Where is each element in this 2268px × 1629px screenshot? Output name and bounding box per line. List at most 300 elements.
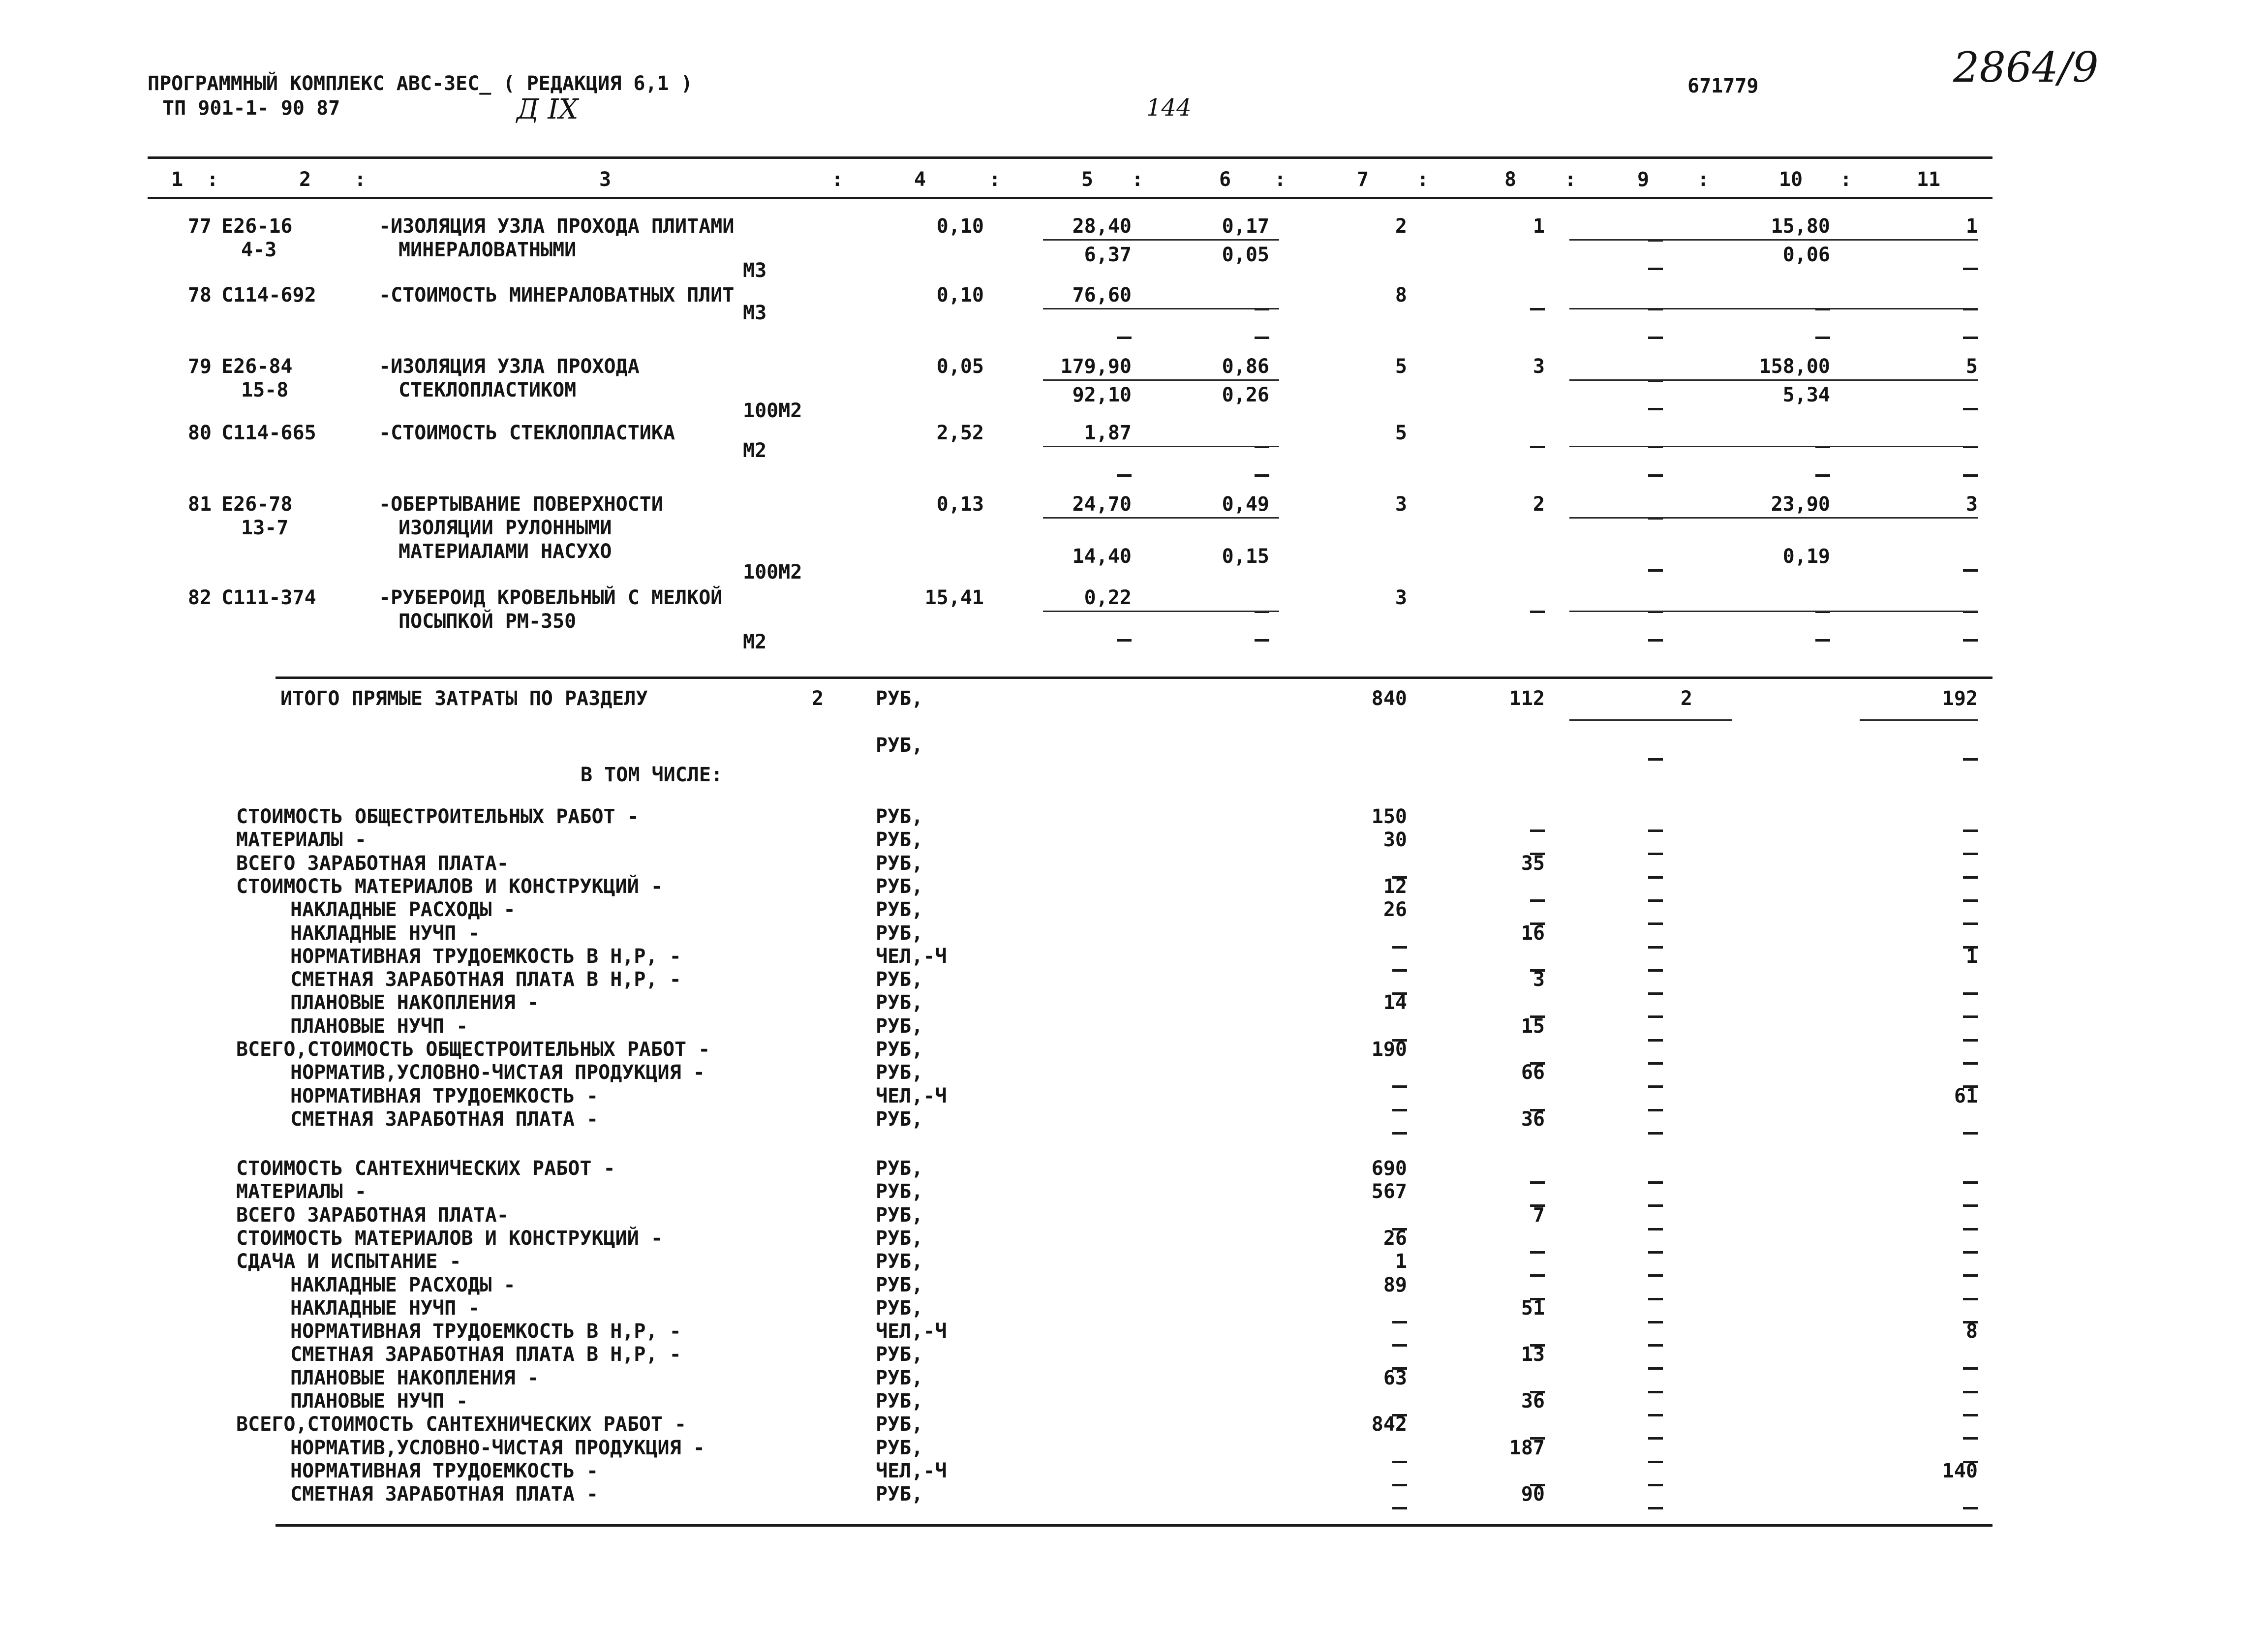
breakdown-col9: [1648, 1063, 1663, 1082]
row-col7: 3: [1395, 586, 1407, 609]
row-col4: 15,41: [924, 586, 984, 609]
dash-mark: [1648, 408, 1663, 410]
column-header-5: 5: [1081, 168, 1094, 191]
row-col4: 0,10: [936, 284, 984, 307]
breakdown-col11: [1963, 1368, 1978, 1388]
total-label: ИТОГО ПРЯМЫЕ ЗАТРАТЫ ПО РАЗДЕЛУ: [280, 687, 648, 710]
breakdown-label: НАКЛАДНЫЕ РАСХОДЫ -: [290, 1274, 516, 1296]
breakdown-label: СМЕТНАЯ ЗАРАБОТНАЯ ПЛАТА -: [290, 1483, 599, 1506]
row-col11: 1: [1965, 215, 1978, 238]
row-sub11: [1963, 385, 1978, 405]
row-description: -СТОИМОСТЬ СТЕКЛОПЛАСТИКА: [379, 422, 675, 444]
row-sub10: [1815, 616, 1830, 636]
breakdown-label: МАТЕРИАЛЫ -: [236, 829, 367, 851]
breakdown-col8: [1530, 807, 1545, 827]
breakdown-col9: [1648, 1040, 1663, 1059]
breakdown-col7: 1: [1395, 1250, 1407, 1273]
breakdown-col7: 26: [1383, 1227, 1407, 1250]
breakdown-col9: [1648, 1368, 1663, 1388]
breakdown-col9: [1648, 1322, 1663, 1341]
breakdown-unit: РУБ,: [876, 898, 923, 921]
breakdown-col11: [1963, 1275, 1978, 1295]
row-sub10: 5,34: [1782, 384, 1830, 406]
row-col4: 2,52: [936, 422, 984, 444]
row-col8: [1530, 285, 1545, 305]
row-description: ПОСЫПКОЙ РМ-350: [398, 610, 577, 633]
breakdown-unit: РУБ,: [876, 1367, 923, 1389]
column-header-1: 1: [171, 168, 184, 191]
row-number: 80: [187, 422, 212, 444]
column-separator: :: [989, 168, 1001, 191]
breakdown-col8: [1530, 1414, 1545, 1434]
dash-mark: [1255, 337, 1269, 339]
breakdown-label: ВСЕГО,СТОИМОСТЬ ОБЩЕСТРОИТЕЛЬНЫХ РАБОТ -: [236, 1038, 710, 1061]
row-number: 78: [187, 284, 212, 307]
breakdown-col8: [1530, 1368, 1545, 1388]
sub-rule-9-11: [1569, 379, 1978, 381]
total-sub-rule-9: [1569, 719, 1732, 721]
row-sub11: [1963, 452, 1978, 471]
row-sub10: [1815, 452, 1830, 471]
row-sub6: [1255, 314, 1269, 334]
row-code: С111-374: [221, 586, 316, 609]
row-col7: 5: [1395, 422, 1407, 444]
breakdown-col11: 8: [1965, 1320, 1978, 1343]
column-separator: :: [1274, 168, 1287, 191]
sub-rule-5-6: [1043, 239, 1279, 241]
row-col10: [1815, 588, 1830, 608]
breakdown-unit: ЧЕЛ,-Ч: [876, 1085, 947, 1107]
row-col6: [1255, 423, 1269, 443]
breakdown-unit: РУБ,: [876, 1180, 923, 1203]
dash-mark: [1815, 474, 1830, 477]
sub-rule-9-11: [1569, 446, 1978, 447]
row-description: -РУБЕРОИД КРОВЕЛЬНЫЙ С МЕЛКОЙ: [379, 586, 723, 609]
breakdown-unit: РУБ,: [876, 1108, 923, 1131]
column-header-4: 4: [914, 168, 926, 191]
column-separator: :: [831, 168, 844, 191]
program-line: ПРОГРАММНЫЙ КОМПЛЕКС АВС-3ЕС_ ( РЕДАКЦИЯ 6,1 ): [148, 72, 693, 95]
column-header-7: 7: [1356, 168, 1369, 191]
row-col6: 0,49: [1222, 493, 1269, 516]
breakdown-label: СМЕТНАЯ ЗАРАБОТНАЯ ПЛАТА В Н,Р, -: [290, 1343, 681, 1366]
row-code: С114-692: [221, 284, 316, 307]
row-sub5: [1117, 314, 1132, 334]
breakdown-col11: [1963, 1159, 1978, 1178]
row-sub6: [1255, 452, 1269, 471]
breakdown-col9: [1648, 970, 1663, 989]
breakdown-col7: 567: [1371, 1180, 1407, 1203]
row-code: Е26-16: [221, 215, 293, 238]
breakdown-col7: [1392, 1484, 1407, 1504]
breakdown-label: НОРМАТИВ,УСЛОВНО-ЧИСТАЯ ПРОДУКЦИЯ -: [290, 1437, 705, 1459]
row-col5: 1,87: [1084, 422, 1132, 444]
row-unit: М3: [743, 259, 767, 282]
row-col10: 158,00: [1759, 355, 1830, 378]
row-col9: [1648, 588, 1663, 608]
breakdown-col11: [1963, 830, 1978, 850]
row-sub9: [1648, 547, 1663, 566]
breakdown-label: СТОИМОСТЬ САНТЕХНИЧЕСКИХ РАБОТ -: [236, 1157, 615, 1180]
dash-mark: [1392, 1132, 1407, 1135]
breakdown-unit: РУБ,: [876, 829, 923, 851]
breakdown-col7: 26: [1383, 898, 1407, 921]
breakdown-label: СТОИМОСТЬ МАТЕРИАЛОВ И КОНСТРУКЦИЙ -: [236, 875, 663, 898]
breakdown-col11: [1963, 993, 1978, 1013]
breakdown-col7: [1392, 1438, 1407, 1458]
breakdown-unit: РУБ,: [876, 991, 923, 1014]
row-sub6: 0,15: [1222, 545, 1269, 568]
album-mark: Д IX: [517, 93, 579, 125]
row-col6: 0,86: [1222, 355, 1269, 378]
breakdown-col9: [1648, 1391, 1663, 1411]
row-description: -ИЗОЛЯЦИЯ УЗЛА ПРОХОДА: [379, 355, 640, 378]
breakdown-col7: 690: [1371, 1157, 1407, 1180]
breakdown-col11: [1963, 1205, 1978, 1225]
total-col8: 112: [1509, 687, 1545, 710]
sub-rule-5-6: [1043, 308, 1279, 309]
dash-mark: [1963, 1132, 1978, 1135]
sub-rule-5-6: [1043, 446, 1279, 447]
breakdown-col8: [1530, 1040, 1545, 1059]
breakdown-col11: [1963, 807, 1978, 827]
breakdown-col9: [1648, 1275, 1663, 1295]
breakdown-col9: [1648, 830, 1663, 850]
breakdown-col11: [1963, 1063, 1978, 1082]
breakdown-col8: [1530, 1182, 1545, 1201]
breakdown-col9: [1648, 1159, 1663, 1178]
breakdown-unit: РУБ,: [876, 1413, 923, 1436]
breakdown-col8: [1530, 1229, 1545, 1248]
breakdown-col11: 61: [1954, 1085, 1978, 1107]
row-col11: [1963, 285, 1978, 305]
breakdown-col7: [1392, 1322, 1407, 1341]
breakdown-col11: 1: [1965, 945, 1978, 968]
row-col9: [1648, 494, 1663, 514]
breakdown-label: СТОИМОСТЬ ОБЩЕСТРОИТЕЛЬНЫХ РАБОТ -: [236, 805, 639, 828]
dash-mark: [1117, 639, 1132, 642]
row-number: 82: [187, 586, 212, 609]
row-col8: [1530, 423, 1545, 443]
row-unit: М2: [743, 631, 767, 653]
row-sub9: [1648, 616, 1663, 636]
breakdown-col8: 36: [1521, 1108, 1545, 1131]
row-col7: 8: [1395, 284, 1407, 307]
breakdown-col7: 12: [1383, 875, 1407, 898]
total-col7: 840: [1371, 687, 1407, 710]
breakdown-col9: [1648, 947, 1663, 966]
breakdown-col11: [1963, 1016, 1978, 1036]
total-unit: РУБ,: [876, 687, 923, 710]
sub-rule-5-6: [1043, 379, 1279, 381]
breakdown-col7: [1392, 923, 1407, 943]
row-description: СТЕКЛОПЛАСТИКОМ: [398, 379, 577, 401]
sheet-ref: 2864/9: [1953, 43, 2099, 92]
breakdown-unit: РУБ,: [876, 1038, 923, 1061]
breakdown-col8: [1530, 1159, 1545, 1178]
column-separator: :: [1840, 168, 1852, 191]
column-header-9: 9: [1637, 168, 1650, 191]
breakdown-col7: 89: [1383, 1274, 1407, 1296]
breakdown-unit: ЧЕЛ,-Ч: [876, 945, 947, 968]
sub-rule-5-6: [1043, 611, 1279, 612]
breakdown-label: ВСЕГО,СТОИМОСТЬ САНТЕХНИЧЕСКИХ РАБОТ -: [236, 1413, 687, 1436]
breakdown-col9: [1648, 1484, 1663, 1504]
breakdown-col11: [1963, 1438, 1978, 1458]
row-number: 81: [187, 493, 212, 516]
breakdown-col7: [1392, 970, 1407, 989]
breakdown-col8: [1530, 1252, 1545, 1271]
total-col9-b: [1648, 736, 1663, 755]
breakdown-col11: [1963, 1345, 1978, 1364]
row-col8: 1: [1532, 215, 1545, 238]
breakdown-col11: [1963, 1109, 1978, 1129]
breakdown-col8: 51: [1521, 1297, 1545, 1320]
breakdown-col11: [1963, 1414, 1978, 1434]
row-col4: 0,13: [936, 493, 984, 516]
column-separator: :: [1417, 168, 1429, 191]
breakdown-col11: [1963, 923, 1978, 943]
row-col9: [1648, 285, 1663, 305]
column-separator: :: [1132, 168, 1144, 191]
breakdown-col7: [1392, 1298, 1407, 1318]
breakdown-col9: [1648, 1438, 1663, 1458]
breakdown-col7: 150: [1371, 805, 1407, 828]
column-separator: :: [1697, 168, 1710, 191]
breakdown-col8: [1530, 900, 1545, 920]
breakdown-col11: 140: [1942, 1460, 1978, 1482]
row-code-sub: 4-3: [241, 239, 277, 261]
row-code: С114-665: [221, 422, 316, 444]
dash-mark: [1117, 337, 1132, 339]
breakdown-col9: [1648, 923, 1663, 943]
dash-mark: [1648, 1132, 1663, 1135]
row-unit: М3: [743, 302, 767, 324]
row-col8: 2: [1532, 493, 1545, 516]
sub-rule-9-11: [1569, 611, 1978, 612]
breakdown-col9: [1648, 1182, 1663, 1201]
breakdown-col8: 13: [1521, 1343, 1545, 1366]
breakdown-col7: [1392, 1391, 1407, 1411]
row-sub9: [1648, 314, 1663, 334]
row-sub6: [1255, 616, 1269, 636]
total-section: 2: [812, 687, 824, 710]
breakdown-col9: [1648, 1414, 1663, 1434]
breakdown-col8: 66: [1521, 1061, 1545, 1084]
breakdown-col7: [1392, 1205, 1407, 1225]
breakdown-col8: [1530, 1322, 1545, 1341]
doc-number: 671779: [1687, 75, 1759, 97]
dash-mark: [1963, 569, 1978, 572]
breakdown-col9: [1648, 877, 1663, 896]
breakdown-unit: РУБ,: [876, 1250, 923, 1273]
dash-mark: [1963, 1507, 1978, 1509]
row-sub9: [1648, 452, 1663, 471]
row-code: Е26-78: [221, 493, 293, 516]
row-description: -ИЗОЛЯЦИЯ УЗЛА ПРОХОДА ПЛИТАМИ: [379, 215, 735, 238]
dash-mark: [1963, 758, 1978, 761]
breakdown-col7: [1392, 854, 1407, 873]
breakdown-label: НАКЛАДНЫЕ НУЧП -: [290, 922, 480, 945]
breakdown-col8: [1530, 947, 1545, 966]
breakdown-col9: [1648, 1109, 1663, 1129]
breakdown-unit: РУБ,: [876, 1204, 923, 1227]
total-top-rule: [276, 676, 1992, 679]
dash-mark: [1648, 268, 1663, 270]
breakdown-col7: 842: [1371, 1413, 1407, 1436]
page-mark: 144: [1146, 94, 1192, 122]
row-col6: [1255, 588, 1269, 608]
total-col11-b: [1963, 736, 1978, 755]
row-description: ИЗОЛЯЦИИ РУЛОННЫМИ: [398, 517, 612, 539]
dash-mark: [1648, 569, 1663, 572]
breakdown-label: СМЕТНАЯ ЗАРАБОТНАЯ ПЛАТА В Н,Р, -: [290, 968, 681, 991]
breakdown-label: ПЛАНОВЫЕ НУЧП -: [290, 1390, 468, 1413]
breakdown-col7: [1392, 1063, 1407, 1082]
breakdown-col7: [1392, 1461, 1407, 1481]
row-sub9: [1648, 245, 1663, 265]
row-col5: 28,40: [1072, 215, 1132, 238]
breakdown-col8: [1530, 1461, 1545, 1481]
dash-mark: [1963, 268, 1978, 270]
breakdown-unit: РУБ,: [876, 968, 923, 991]
row-sub10: 0,19: [1782, 545, 1830, 568]
breakdown-col7: [1392, 1109, 1407, 1129]
breakdown-col8: 3: [1532, 968, 1545, 991]
breakdown-col9: [1648, 1205, 1663, 1225]
column-separator: :: [354, 168, 367, 191]
dash-mark: [1963, 639, 1978, 642]
breakdown-unit: РУБ,: [876, 1227, 923, 1250]
dash-mark: [1530, 611, 1545, 613]
row-col11: 3: [1965, 493, 1978, 516]
total-col9: 2: [1680, 687, 1692, 710]
row-col7: 3: [1395, 493, 1407, 516]
breakdown-col8: 187: [1509, 1437, 1545, 1459]
row-col10: 15,80: [1771, 215, 1830, 238]
breakdown-unit: РУБ,: [876, 852, 923, 875]
breakdown-col9: [1648, 1345, 1663, 1364]
bottom-rule: [276, 1524, 1992, 1527]
breakdown-unit: ЧЕЛ,-Ч: [876, 1460, 947, 1482]
row-sub6: 0,05: [1222, 244, 1269, 266]
row-description: -СТОИМОСТЬ МИНЕРАЛОВАТНЫХ ПЛИТ: [379, 284, 735, 307]
column-header-10: 10: [1778, 168, 1803, 191]
breakdown-unit: РУБ,: [876, 805, 923, 828]
row-sub11: [1963, 547, 1978, 566]
breakdown-col11: [1963, 1252, 1978, 1271]
breakdown-col8: [1530, 1275, 1545, 1295]
including-label: В ТОМ ЧИСЛЕ:: [581, 764, 723, 786]
breakdown-unit: РУБ,: [876, 1297, 923, 1320]
breakdown-unit: РУБ,: [876, 1157, 923, 1180]
column-header-6: 6: [1219, 168, 1231, 191]
row-number: 77: [187, 215, 212, 238]
row-col11: [1963, 588, 1978, 608]
row-col6: 0,17: [1222, 215, 1269, 238]
breakdown-col9: [1648, 993, 1663, 1013]
breakdown-col8: 90: [1521, 1483, 1545, 1506]
column-separator: :: [1564, 168, 1577, 191]
dash-mark: [1963, 474, 1978, 477]
row-sub10: 0,06: [1782, 244, 1830, 266]
breakdown-col9: [1648, 1229, 1663, 1248]
row-col8: [1530, 588, 1545, 608]
breakdown-unit: РУБ,: [876, 1274, 923, 1296]
row-unit: 100М2: [743, 400, 802, 422]
breakdown-col7: [1392, 1086, 1407, 1106]
dash-mark: [1815, 337, 1830, 339]
dash-mark: [1117, 474, 1132, 477]
breakdown-col8: 7: [1532, 1204, 1545, 1227]
breakdown-col11: [1963, 877, 1978, 896]
sub-rule-9-11: [1569, 517, 1978, 519]
breakdown-label: ПЛАНОВЫЕ НАКОПЛЕНИЯ -: [290, 1367, 539, 1389]
sub-rule-9-11: [1569, 239, 1978, 241]
breakdown-col8: [1530, 993, 1545, 1013]
breakdown-col7: [1392, 1345, 1407, 1364]
row-code-sub: 15-8: [241, 379, 289, 401]
dash-mark: [1815, 639, 1830, 642]
column-header-11: 11: [1916, 168, 1941, 191]
row-sub5: [1117, 616, 1132, 636]
breakdown-col11: [1963, 900, 1978, 920]
row-sub11: [1963, 616, 1978, 636]
header-top-rule: [148, 156, 1992, 159]
breakdown-col11: [1963, 1040, 1978, 1059]
row-col9: [1648, 423, 1663, 443]
breakdown-col9: [1648, 854, 1663, 873]
row-col9: [1648, 216, 1663, 236]
breakdown-col7: 190: [1371, 1038, 1407, 1061]
dash-mark: [1648, 758, 1663, 761]
breakdown-label: ВСЕГО ЗАРАБОТНАЯ ПЛАТА-: [236, 1204, 509, 1227]
row-description: МАТЕРИАЛАМИ НАСУХО: [398, 540, 612, 563]
dash-mark: [1963, 337, 1978, 339]
row-col11: [1963, 423, 1978, 443]
breakdown-col11: [1963, 1182, 1978, 1201]
dash-mark: [1255, 474, 1269, 477]
total-unit-2: РУБ,: [876, 734, 923, 757]
total-sub-rule-11: [1860, 719, 1978, 721]
breakdown-col7: 63: [1383, 1367, 1407, 1389]
breakdown-unit: РУБ,: [876, 1437, 923, 1459]
row-col10: [1815, 423, 1830, 443]
row-col5: 76,60: [1072, 284, 1132, 307]
dash-mark: [1648, 1507, 1663, 1509]
row-sub10: [1815, 314, 1830, 334]
column-header-2: 2: [299, 168, 311, 191]
breakdown-label: НАКЛАДНЫЕ НУЧП -: [290, 1297, 480, 1320]
breakdown-col7: 30: [1383, 829, 1407, 851]
breakdown-unit: РУБ,: [876, 1390, 923, 1413]
row-code: Е26-84: [221, 355, 293, 378]
breakdown-col11: [1963, 1484, 1978, 1504]
row-description: -ОБЕРТЫВАНИЕ ПОВЕРХНОСТИ: [379, 493, 663, 516]
breakdown-label: ПЛАНОВЫЕ НАКОПЛЕНИЯ -: [290, 991, 539, 1014]
row-col6: [1255, 285, 1269, 305]
row-unit: М2: [743, 439, 767, 462]
row-col7: 5: [1395, 355, 1407, 378]
breakdown-col8: 15: [1521, 1015, 1545, 1038]
breakdown-col9: [1648, 1461, 1663, 1481]
column-header-8: 8: [1504, 168, 1517, 191]
header-bottom-rule: [148, 197, 1992, 199]
row-description: МИНЕРАЛОВАТНЫМИ: [398, 239, 577, 261]
row-col11: 5: [1965, 355, 1978, 378]
row-col4: 0,10: [936, 215, 984, 238]
breakdown-col8: 16: [1521, 922, 1545, 945]
